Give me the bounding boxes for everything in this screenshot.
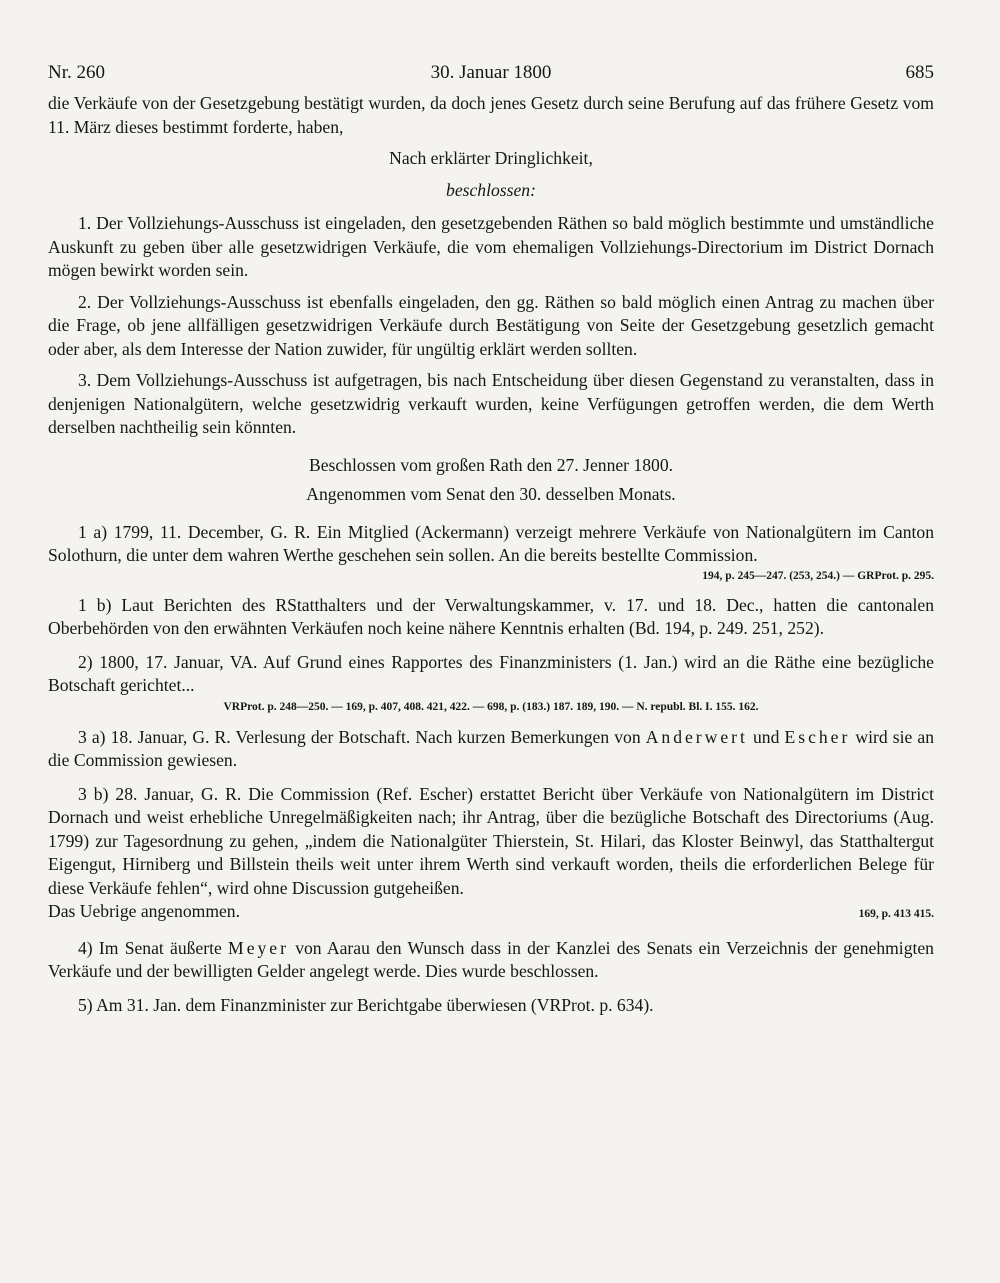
note-3b-last: Das Uebrige angenommen. [48,901,241,921]
resolved-line: beschlossen: [446,179,536,200]
document-page [48,62,934,1017]
person-meyer: Meyer [228,937,289,958]
note-3b: 3 b) 28. Januar, G. R. Die Commission (Ref. Escher) erstattet Bericht über Verkäufe von Nationalgütern im District Dornach und weist erhebliche Unregelmäßigkeiten nach; ihr Antrag, über die bezügliche Botschaft des Directoriums (Aug. 1799) zur Tagesordnung zu gehen, „indem die Nationalgüter Thierstein, St. Hilari, das Kloster Beinwyl, das Statthaltergut Eigengut, Hirniberg und Billstein theils weit unter ihrem Werth sind verkauft worden, theils die erforderlichen Belege für diese Verkäufe fehlen“, wird ohne Discussion gutgeheißen. [48,783,934,898]
note-4-suffix: von Aarau den Wunsch dass in der Kanzlei des Senats ein Verzeichnis der genehmigten Verkäufe und der bewilligten Gelder angelegt werde. Dies wurde beschlossen. [48,937,934,981]
note-3b-ref: 169, p. 413 415. [858,908,934,920]
note-1a: 1 a) 1799, 11. December, G. R. Ein Mitglied (Ackermann) verzeigt mehrere Verkäufe von Nationalgütern im Canton Solothurn, die unter dem wahren Werthe geschehen sein sollen. An die bereits bestellte Commission. [48,521,934,565]
note-3b-last-line [48,900,934,927]
note-4 [48,937,934,984]
urgency-line: Nach erklärter Dringlichkeit, [389,148,593,168]
resolution-3: 3. Dem Vollziehungs-Ausschuss ist aufgetragen, bis nach Entscheidung über diesen Gegenstand zu veranstalten, dass in denjenigen Nationalgütern, welche gesetzwidrig verkauft wurden, keine Verfügungen getroffen werden, die dem Werth derselben nachtheilig sein könnten. [48,370,934,437]
intro-paragraph: die Verkäufe von der Gesetzgebung bestätigt wurden, da doch jenes Gesetz durch seine Berufung auf das frühere Gesetz vom 11. März dieses bestimmt forderte, haben, [48,93,934,137]
header-date: 30. Januar 1800 [430,62,552,83]
document-number: Nr. 260 [48,62,105,83]
note-3a-prefix: 3 a) 18. Januar, G. R. Verlesung der Botschaft. Nach kurzen Bemerkungen von [78,726,646,747]
note-1b: 1 b) Laut Berichten des RStatthalters und der Verwaltungskammer, v. 17. und 18. Dec., hatten die cantonalen Oberbehörden von den erwähnten Verkäufen noch keine nähere Kenntnis erhalten (Bd. 194, p. 249. 251, 252). [48,594,934,638]
note-3a [48,726,934,773]
closing-line-2: Angenommen vom Senat den 30. desselben Monats. [306,484,676,504]
note-4-prefix: 4) Im Senat äußerte [78,937,229,958]
note-3a-mid: und [747,726,785,747]
page-header [48,62,934,92]
note-3a-suffix: wird sie an die Commission gewiesen. [48,726,934,770]
note-2: 2) 1800, 17. Januar, VA. Auf Grund eines Rapportes des Finanzministers (1. Jan.) wird an die Räthe eine bezügliche Botschaft gerichtet... [48,651,934,695]
closing-line-1: Beschlossen vom großen Rath den 27. Jenner 1800. [308,454,674,475]
note-2-ref: VRProt. p. 248—250. — 169, p. 407, 408. 421, 422. — 698, p. (183.) 187. 189, 190. — N. republ. Bl. I. 155. 162. [223,700,759,713]
resolution-2: 2. Der Vollziehungs-Ausschuss ist ebenfalls eingeladen, den gg. Räthen so bald möglich einen Antrag zu machen über die Frage, ob jene allfälligen gesetzwidrigen Verkäufe durch Bestätigung von Seite der Gesetzgebung gesetzlich gemacht oder aber, als dem Interesse der Nation zuwider, für ungültig erklärt werden sollten. [48,291,934,359]
note-5: 5) Am 31. Jan. dem Finanzminister zur Berichtgabe überwiesen (VRProt. p. 634). [78,994,654,1015]
person-anderwert: Anderwert [645,726,748,747]
main-text [48,92,934,1017]
person-escher: Escher [784,726,851,747]
page-number: 685 [905,62,934,83]
resolution-1: 1. Der Vollziehungs-Ausschuss ist eingeladen, den gesetzgebenden Räthen so bald möglich bestimmte und umständliche Auskunft zu geben über alle gesetzwidrigen Verkäufe, die vom ehemaligen Vollziehungs-Directorium im District Dornach mögen bewirkt worden sein. [48,213,934,280]
note-1a-ref: 194, p. 245—247. (253, 254.) — GRProt. p. 295. [702,569,934,582]
